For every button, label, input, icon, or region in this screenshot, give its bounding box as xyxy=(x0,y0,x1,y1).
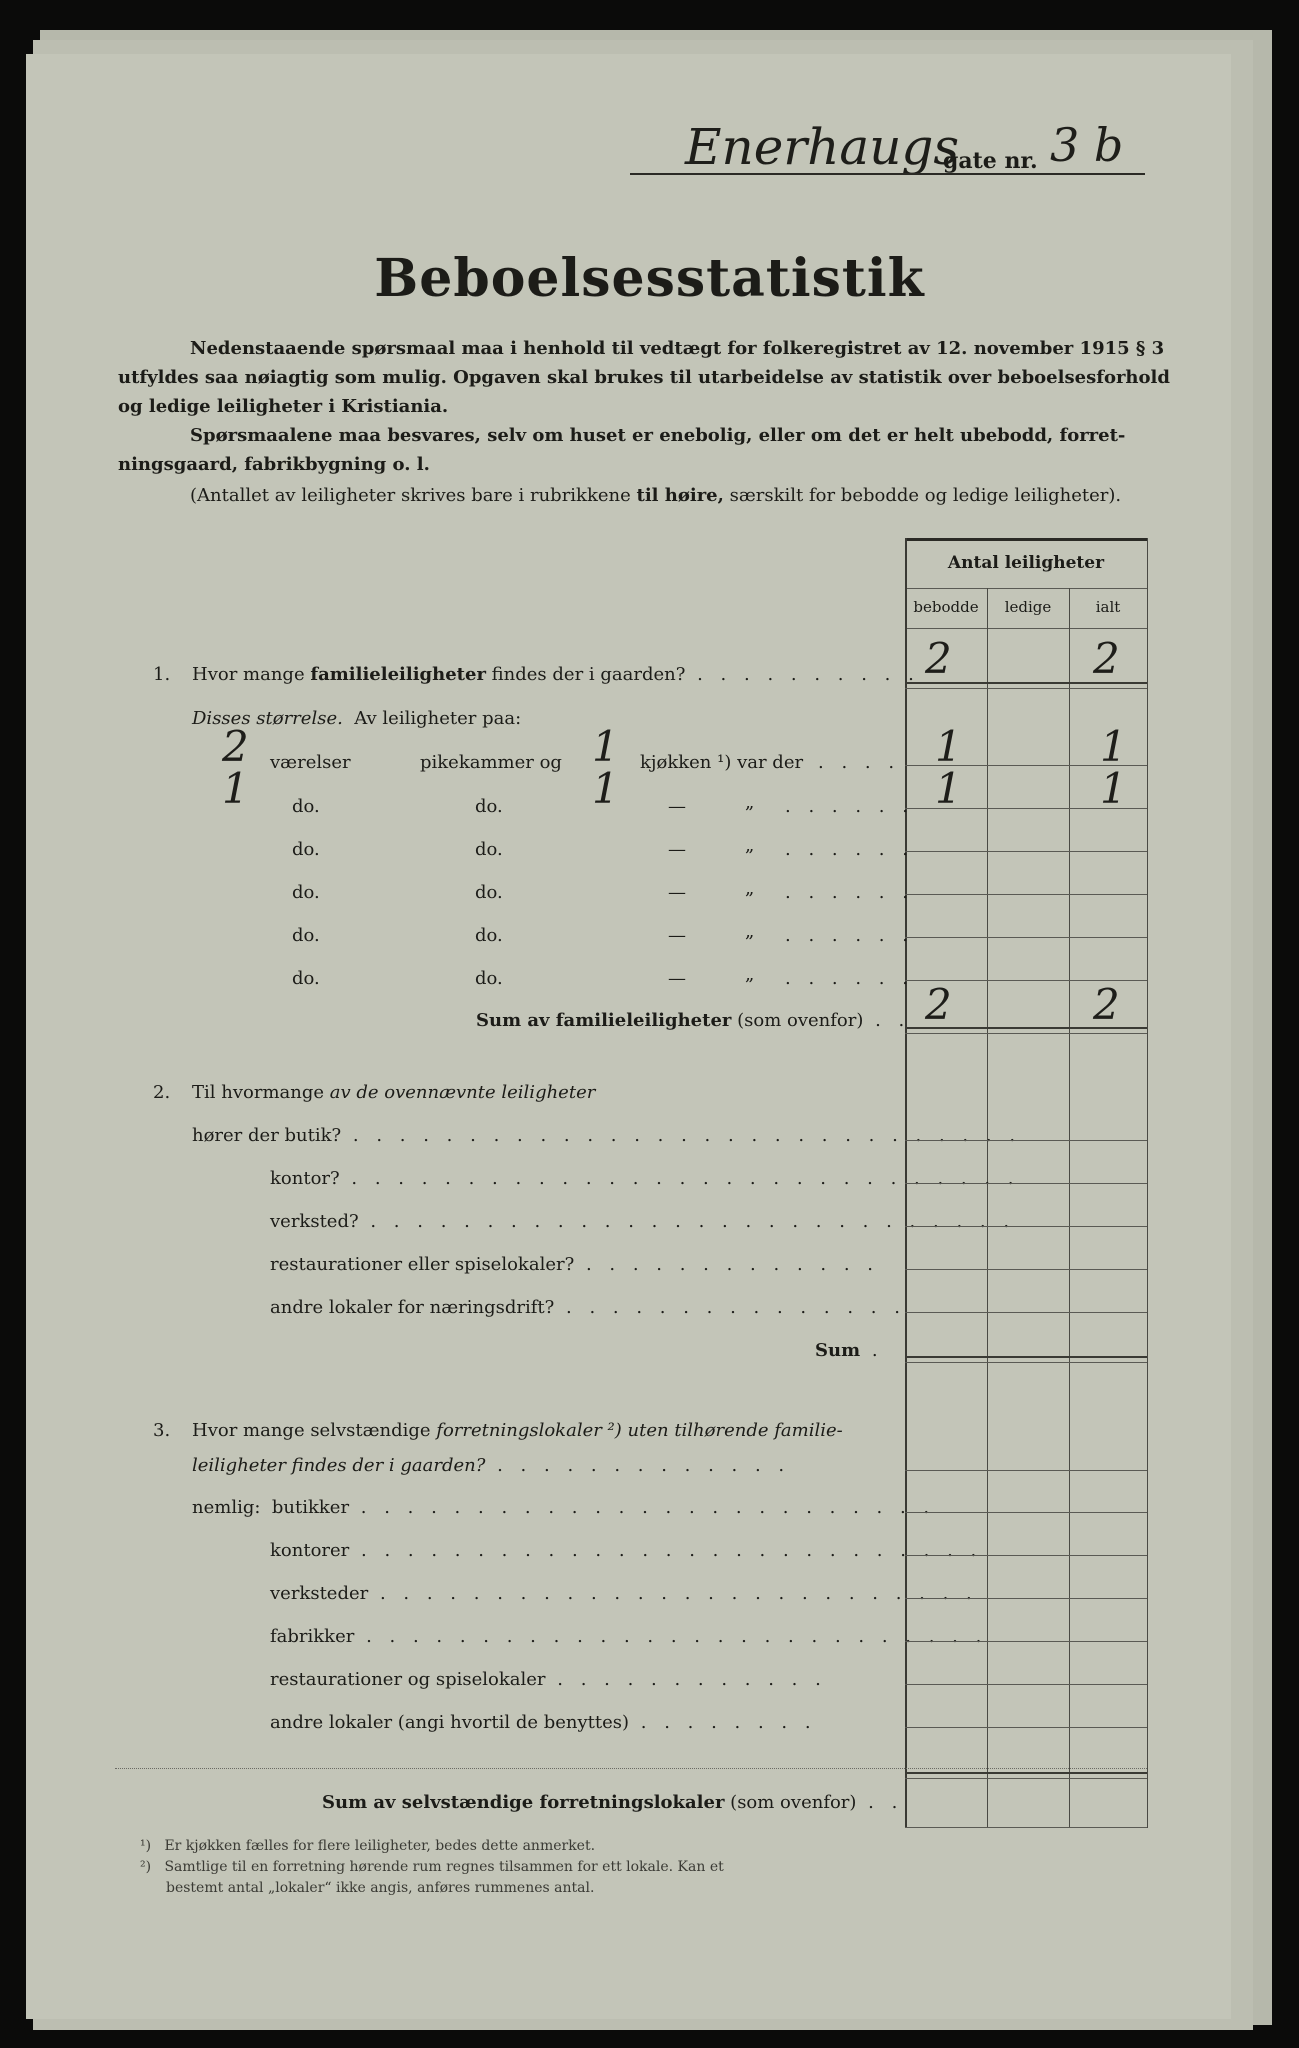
row1-kjokken-value: 1 xyxy=(592,722,619,771)
q1-ialt-value: 2 xyxy=(1093,634,1120,683)
q2-row5-rule xyxy=(905,1312,1147,1313)
q3-row2-rule xyxy=(905,1555,1147,1556)
row4-do-2: do. xyxy=(475,882,503,903)
q3-text-italic-2: leiligheter findes der i gaarden? xyxy=(192,1455,486,1476)
row3-rule xyxy=(905,851,1147,852)
q3-text-a: Hvor mange selvstændige xyxy=(192,1420,437,1441)
row1-pikekammer-label: pikekammer og xyxy=(420,752,562,773)
q1-size-text: Av leiligheter paa: xyxy=(354,708,522,729)
q2-item-kontor-label: kontor? xyxy=(270,1168,340,1189)
q3-text-italic: forretningslokaler ²) uten tilhørende familie- xyxy=(436,1420,843,1441)
q1-sum-rule-2 xyxy=(905,1033,1147,1034)
row5-rule xyxy=(905,937,1147,938)
row2-dash: — xyxy=(668,796,686,817)
q3-row3-rule xyxy=(905,1598,1147,1599)
q1-sum-bebodde-value: 2 xyxy=(925,980,952,1029)
q3-item-andre-row: andre lokaler (angi hvortil de benyttes) . . . . . . . . xyxy=(270,1712,817,1733)
q3-row5-rule xyxy=(905,1684,1147,1685)
row2-kjokken-value: 1 xyxy=(592,764,619,813)
q2-sum-text: Sum xyxy=(815,1340,861,1361)
footnote-1 xyxy=(140,1836,595,1857)
q1-text-a: Hvor mange xyxy=(192,664,311,685)
row4-dots: . . . . . . xyxy=(785,882,914,903)
q2-row3-rule xyxy=(905,1226,1147,1227)
house-number-handwritten: 3 b xyxy=(1050,118,1124,172)
row1-vaerelser-value: 2 xyxy=(222,722,249,771)
row4-do-1: do. xyxy=(292,882,320,903)
q2-row1-rule xyxy=(905,1140,1147,1141)
q1-number: 1. xyxy=(153,664,171,685)
table-header-bottom-rule xyxy=(905,628,1147,629)
q2-question xyxy=(192,1082,595,1103)
q2-item-andre-label: andre lokaler for næringsdrift? xyxy=(270,1297,555,1318)
q1-sum-rule xyxy=(905,1027,1147,1029)
row5-dash: — xyxy=(668,925,686,946)
q1-sum-label: Sum av familieleiligheter (som ovenfor) . . xyxy=(476,1010,911,1031)
row4-dash: — xyxy=(668,882,686,903)
q3-item-kontorer-row: kontorer . . . . . . . . . . . . . . . . . . . . . . . . . . . xyxy=(270,1540,983,1561)
row6-dash: — xyxy=(668,968,686,989)
row1-bebodde-value: 1 xyxy=(935,722,962,771)
table-header-rule xyxy=(905,588,1147,589)
row3-quote: „ xyxy=(745,835,755,856)
intro-line-3: og ledige leiligheter i Kristiania. xyxy=(118,396,449,417)
q3-nemlig: nemlig: xyxy=(192,1497,261,1518)
row4-quote: „ xyxy=(745,878,755,899)
q1-sum-ialt-value: 2 xyxy=(1093,980,1120,1029)
q3-row4-rule xyxy=(905,1641,1147,1642)
q3-number: 3. xyxy=(153,1420,171,1441)
q2-sum-rule xyxy=(905,1356,1147,1358)
q2-number: 2. xyxy=(153,1082,171,1103)
street-underline xyxy=(630,173,1145,175)
q2-item-verksted: verksted? . . . . . . . . . . . . . . . . . . . . . . . . . . . . xyxy=(270,1211,1016,1232)
row2-do-1: do. xyxy=(292,796,320,817)
street-name-handwritten: Enerhaugs xyxy=(685,118,960,176)
q1-sum-rest: (som ovenfor) xyxy=(731,1010,864,1031)
q2-row4-rule xyxy=(905,1269,1147,1270)
row5-dots: . . . . . . xyxy=(785,925,914,946)
footnote-2-mark: ²) xyxy=(140,1859,152,1875)
intro-note-a: (Antallet av leiligheter skrives bare i rubrikkene xyxy=(190,485,637,506)
intro-line-2: utfyldes saa nøiagtig som mulig. Opgaven skal brukes til utarbeidelse av statistik over beboelsesforhold xyxy=(118,367,1170,388)
col-header-ialt: ialt xyxy=(1095,598,1121,616)
intro-line-1: Nedenstaaende spørsmaal maa i henhold til vedtægt for folkeregistret av 12. november 1915 § 3 xyxy=(190,338,1165,359)
q2-row2-rule xyxy=(905,1183,1147,1184)
q3-item-restaurationer: restaurationer og spiselokaler xyxy=(270,1669,546,1690)
table-right-border xyxy=(1147,538,1148,1828)
col-header-bebodde: bebodde xyxy=(913,598,979,616)
q1-size-italic: Disses størrelse. xyxy=(192,708,343,729)
row1-vaerelser-label: værelser xyxy=(270,752,351,773)
row1-kjokken-label: kjøkken ¹) var der xyxy=(640,752,804,773)
table-bottom-rule xyxy=(905,1827,1147,1828)
q1-bebodde-value: 2 xyxy=(925,634,952,683)
row6-do-2: do. xyxy=(475,968,503,989)
q3-row1-rule xyxy=(905,1512,1147,1513)
q1-text-b: findes der i gaarden? xyxy=(485,664,686,685)
row2-dots: . . . . . . xyxy=(785,796,914,817)
q3-separator xyxy=(115,1768,1147,1769)
q3-row0-rule xyxy=(905,1470,1147,1471)
footnote-2-line1: Samtlige til en forretning hørende rum regnes tilsammen for ett lokale. Kan et xyxy=(164,1859,724,1875)
row2-quote: „ xyxy=(745,792,755,813)
row1-dots: . . . . xyxy=(818,752,901,773)
row6-quote: „ xyxy=(745,964,755,985)
intro-line-5: ningsgaard, fabrikbygning o. l. xyxy=(118,454,430,475)
row5-quote: „ xyxy=(745,921,755,942)
q3-item-andre: andre lokaler (angi hvortil de benyttes) xyxy=(270,1712,630,1733)
q1-sum-bold: Sum av familieleiligheter xyxy=(476,1010,732,1031)
row3-do-2: do. xyxy=(475,839,503,860)
q2-sum-rule-2 xyxy=(905,1362,1147,1363)
intro-note xyxy=(190,481,1121,510)
footnote-2-cont: bestemt antal „lokaler“ ikke angis, anføres rummenes antal. xyxy=(166,1880,595,1896)
row6-dots: . . . . . . xyxy=(785,968,914,989)
q2-item-butik: hører der butik? . . . . . . . . . . . . . . . . . . . . . . . . . . . . . xyxy=(192,1125,1022,1146)
col-header-ledige: ledige xyxy=(1004,598,1052,616)
row6-do-1: do. xyxy=(292,968,320,989)
q2-item-restauration-label: restaurationer eller spiselokaler? xyxy=(270,1254,575,1275)
q3-sum-rule xyxy=(905,1772,1147,1774)
q2-item-restauration: restaurationer eller spiselokaler? . . . . . . . . . . . . . xyxy=(270,1254,879,1275)
q2-text-italic: av de ovennævnte leiligheter xyxy=(329,1082,596,1103)
intro-note-b: særskilt for bebodde og ledige leiligheter). xyxy=(723,485,1122,506)
intro-line-4: Spørsmaalene maa besvares, selv om huset er enebolig, eller om det er helt ubebodd, forret- xyxy=(190,425,1126,446)
q3-question-line1 xyxy=(192,1420,843,1441)
q2-item-kontor: kontor? . . . . . . . . . . . . . . . . . . . . . . . . . . . . . xyxy=(270,1168,1020,1189)
row2-vaerelser-value: 1 xyxy=(222,764,249,813)
row4-rule xyxy=(905,894,1147,895)
footnote-2 xyxy=(140,1857,724,1878)
q3-item-butikker: butikker xyxy=(271,1497,350,1518)
q2-item-andre: andre lokaler for næringsdrift? . . . . . . . . . . . . . . . xyxy=(270,1297,906,1318)
row3-dots: . . . . . . xyxy=(785,839,914,860)
row2-ialt-value: 1 xyxy=(1100,764,1127,813)
q2-text-a: Til hvormange xyxy=(192,1082,330,1103)
row2-rule xyxy=(905,808,1147,809)
q3-item-verksteder: verksteder xyxy=(270,1583,369,1604)
q2-item-butik-label: hører der butik? xyxy=(192,1125,342,1146)
q2-sum-label: Sum . xyxy=(815,1340,884,1361)
row3-dash: — xyxy=(668,839,686,860)
footnote-1-text: Er kjøkken fælles for flere leiligheter, bedes dette anmerket. xyxy=(164,1838,596,1854)
q1-text-bold: familieleiligheter xyxy=(310,664,486,685)
table-top-rule xyxy=(905,538,1147,541)
q3-sum-bold: Sum av selvstændige forretningslokaler xyxy=(322,1792,725,1813)
row1-ialt-value: 1 xyxy=(1100,722,1127,771)
q3-question-line2: leiligheter findes der i gaarden? . . . . . . . . . . . . . xyxy=(192,1455,791,1476)
q3-item-verksteder-row: verksteder . . . . . . . . . . . . . . . . . . . . . . . . . . xyxy=(270,1583,978,1604)
q3-row6-rule xyxy=(905,1727,1147,1728)
q3-sum-rest: (som ovenfor) xyxy=(724,1792,857,1813)
table-header-group: Antal leiligheter xyxy=(947,553,1105,573)
q3-item-fabrikker: fabrikker xyxy=(270,1626,355,1647)
row5-do-2: do. xyxy=(475,925,503,946)
row2-bebodde-value: 1 xyxy=(935,764,962,813)
q1-rule-2 xyxy=(905,688,1147,689)
q3-item-kontorer: kontorer xyxy=(270,1540,350,1561)
row3-do-1: do. xyxy=(292,839,320,860)
footnote-1-mark: ¹) xyxy=(140,1838,152,1854)
q1-rule xyxy=(905,682,1147,684)
gate-label: gate nr. xyxy=(943,148,1038,174)
q3-sum-rule-2 xyxy=(905,1778,1147,1779)
table-col-divider-2 xyxy=(1069,588,1070,1828)
q3-item-fabrikker-row: fabrikker . . . . . . . . . . . . . . . . . . . . . . . . . . . xyxy=(270,1626,988,1647)
intro-note-bold: til høire, xyxy=(636,485,724,506)
page-title: Beboelsesstatistik xyxy=(374,248,925,309)
row2-do-2: do. xyxy=(475,796,503,817)
q1-question: Hvor mange familieleiligheter findes der i gaarden? . . . . . . . . . . xyxy=(192,664,920,685)
q3-sum-label: Sum av selvstændige forretningslokaler (som ovenfor) . . xyxy=(322,1792,904,1813)
q3-item-restaurationer-row: restaurationer og spiselokaler . . . . . . . . . . . . xyxy=(270,1669,827,1690)
q3-nemlig-row: nemlig: butikker . . . . . . . . . . . . . . . . . . . . . . . . . xyxy=(192,1497,936,1518)
row5-do-1: do. xyxy=(292,925,320,946)
q2-item-verksted-label: verksted? xyxy=(270,1211,359,1232)
